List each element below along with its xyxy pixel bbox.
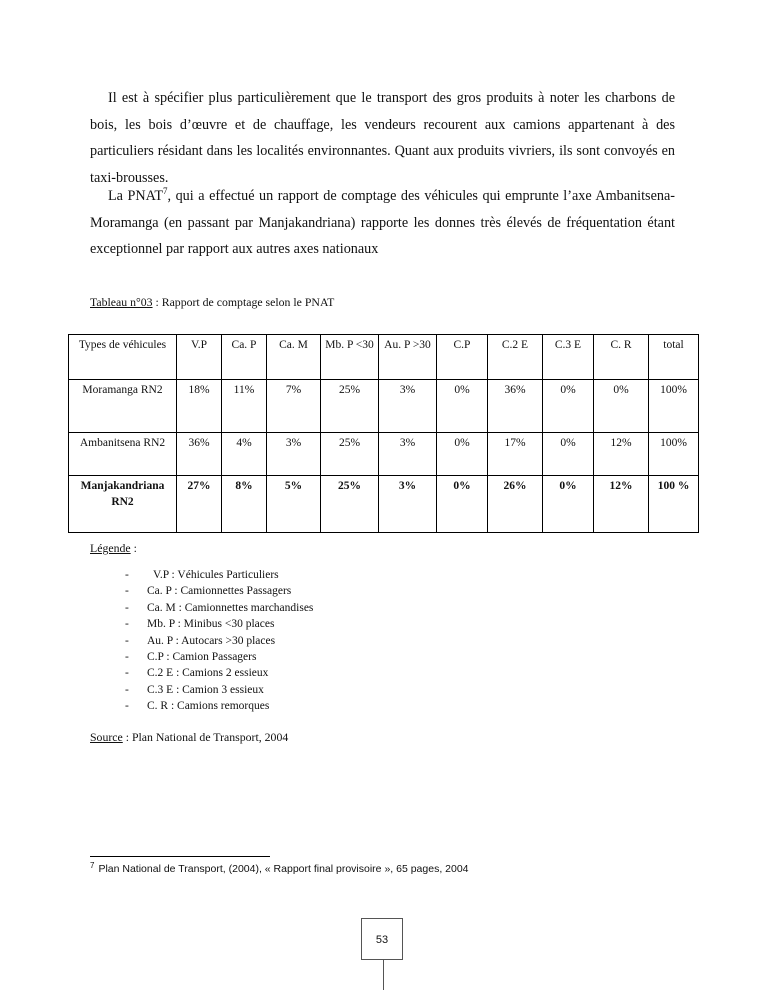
legend-item-text: C.P : Camion Passagers [147, 651, 257, 664]
table-cell: 0% [543, 476, 594, 533]
table-row [69, 380, 699, 433]
table-cell: 36% [488, 380, 543, 433]
header-cell: C.P [437, 335, 488, 380]
header-cell: C.2 E [488, 335, 543, 380]
header-cell: total [649, 335, 699, 380]
table-cell: 12% [594, 476, 649, 533]
table-cell: 100 % [649, 476, 699, 533]
table-header-row [69, 335, 699, 380]
table-cell: 18% [177, 380, 222, 433]
table-cell: 12% [594, 433, 649, 476]
paragraph-pnat [90, 183, 675, 263]
table-cell: 27% [177, 476, 222, 533]
table-cell: 25% [321, 433, 379, 476]
footnote-text: Plan National de Transport, (2004), « Rapport final provisoire », 65 pages, 2004 [98, 863, 469, 875]
table-cell: 0% [437, 380, 488, 433]
footnote-number: 7 [90, 861, 95, 870]
legend-item-text: C.3 E : Camion 3 essieux [147, 683, 264, 696]
legend-item-text: V.P : Véhicules Particuliers [153, 569, 279, 581]
row-label-cell: Ambanitsena RN2 [69, 433, 177, 476]
table-cell: 11% [222, 380, 267, 433]
table-row [69, 433, 699, 476]
table-cell: 4% [222, 433, 267, 476]
table-cell: 0% [543, 380, 594, 433]
table-cell: 17% [488, 433, 543, 476]
header-cell: C.3 E [543, 335, 594, 380]
list-item: - Mb. P : Minibus <30 places [125, 618, 275, 631]
legend-list [125, 567, 313, 715]
footnote [90, 863, 469, 875]
footnote-divider [90, 856, 270, 857]
header-cell: Types de véhicules [69, 335, 177, 380]
source-text: : Plan National de Transport, 2004 [122, 730, 289, 744]
list-item: - Ca. M : Camionnettes marchandises [125, 601, 314, 614]
legend-item-text: C. R : Camions remorques [147, 700, 270, 713]
table-cell: 0% [543, 433, 594, 476]
table-cell: 8% [222, 476, 267, 533]
list-item: - Ca. P : Camionnettes Passagers [125, 585, 292, 598]
row-label-cell: Manjakandriana RN2 [69, 476, 177, 533]
legend-item-text: Ca. M : Camionnettes marchandises [147, 601, 314, 614]
table-cell: 100% [649, 380, 699, 433]
legend-item-text: Ca. P : Camionnettes Passagers [147, 585, 292, 598]
table-cell: 7% [267, 380, 321, 433]
source-label: Source [90, 730, 123, 744]
row-label-cell: Moramanga RN2 [69, 380, 177, 433]
table-row [69, 476, 699, 533]
legend-item-text: Mb. P : Minibus <30 places [147, 618, 275, 631]
vehicle-count-table [68, 334, 699, 533]
table-cell: 26% [488, 476, 543, 533]
page-number: 53 [361, 918, 403, 960]
paragraph-pnat-start: La PNAT [108, 188, 163, 204]
header-cell: Ca. P [222, 335, 267, 380]
paragraph-pnat-rest: , qui a effectué un rapport de comptage des véhicules qui emprunte l’axe Ambanitsena-Moramanga (en passant par Manjakandriana) rapporte les donnes très élevés de fréquentation étant exceptionnel par rapport aux autres axes nationaux [90, 188, 675, 257]
table-cell: 100% [649, 433, 699, 476]
legend-item-text: C.2 E : Camions 2 essieux [147, 667, 269, 680]
table-cell: 3% [379, 433, 437, 476]
legend-item-text: Au. P : Autocars >30 places [147, 634, 276, 647]
list-item: - Au. P : Autocars >30 places [125, 634, 276, 647]
table-cell: 5% [267, 476, 321, 533]
source-note [90, 730, 288, 745]
paragraph-transport: Il est à spécifier plus particulièrement que le transport des gros produits à noter les charbons de bois, les bois d’œuvre et de chauffage, les vendeurs recourent aux camions appartenant à des particuliers résidant dans les localités environnantes. Quant aux produits vivriers, ils sont convoyés en taxi-brousses. [90, 90, 675, 186]
table-cell: 36% [177, 433, 222, 476]
header-cell: V.P [177, 335, 222, 380]
table-cell: 25% [321, 476, 379, 533]
list-item: - V.P : Véhicules Particuliers [125, 569, 279, 581]
list-item: - C.3 E : Camion 3 essieux [125, 683, 264, 696]
footnote-reference[interactable]: 7 [162, 186, 168, 196]
table-cell: 0% [594, 380, 649, 433]
table-cell: 3% [379, 476, 437, 533]
legend-title-colon: : [130, 541, 137, 555]
list-item: - C. R : Camions remorques [125, 700, 270, 713]
list-item: - C.P : Camion Passagers [125, 651, 257, 664]
table-caption [90, 295, 334, 310]
header-cell: Ca. M [267, 335, 321, 380]
table-cell: 3% [267, 433, 321, 476]
header-cell: C. R [594, 335, 649, 380]
list-item: - C.2 E : Camions 2 essieux [125, 667, 269, 680]
header-cell: Au. P >30 [379, 335, 437, 380]
page-number-connector [383, 960, 384, 990]
header-cell: Mb. P <30 [321, 335, 379, 380]
table-cell: 25% [321, 380, 379, 433]
legend-title [90, 541, 137, 556]
table-cell: 3% [379, 380, 437, 433]
legend-title-label: Légende [90, 541, 131, 555]
table-caption-label: Tableau n°03 [90, 295, 153, 309]
table-cell: 0% [437, 476, 488, 533]
table-cell: 0% [437, 433, 488, 476]
table-caption-text: : Rapport de comptage selon le PNAT [152, 295, 335, 309]
